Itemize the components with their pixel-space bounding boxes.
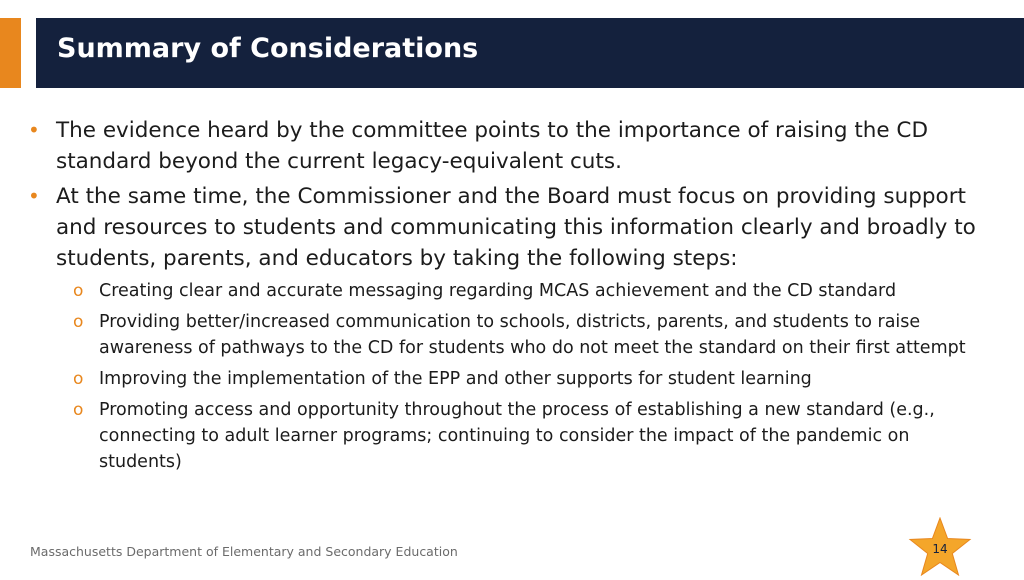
- footer-organization: Massachusetts Department of Elementary and Secondary Education: [30, 544, 458, 559]
- sub-bullet-item: [28, 278, 988, 304]
- bullet-marker: •: [28, 118, 40, 142]
- slide-title: Summary of Considerations: [57, 33, 479, 64]
- bullet-item: [28, 181, 988, 274]
- page-number-star: [908, 517, 972, 576]
- bullet-text: At the same time, the Commissioner and the Board must focus on providing support and resources to students and communicating this information clearly and broadly to students, parents, and educators by taking the following steps:: [56, 184, 976, 271]
- slide-content: [28, 115, 988, 480]
- sub-bullet-item: [28, 366, 988, 392]
- sub-bullet-item: [28, 397, 988, 475]
- sub-bullet-marker: o: [73, 400, 84, 420]
- sub-bullet-text: Creating clear and accurate messaging regarding MCAS achievement and the CD standard: [99, 281, 897, 301]
- sub-bullet-text: Improving the implementation of the EPP and other supports for student learning: [99, 369, 812, 389]
- sub-bullet-marker: o: [73, 369, 84, 389]
- page-number: 14: [932, 542, 948, 556]
- sub-bullet-item: [28, 309, 988, 361]
- sub-bullet-text: Promoting access and opportunity throughout the process of establishing a new standard (e.g., connecting to adult learner programs; continuing to consider the impact of the pandemic on students): [99, 400, 935, 472]
- sub-bullet-marker: o: [73, 312, 84, 332]
- title-bar: [36, 18, 1024, 88]
- sub-bullet-text: Providing better/increased communication to schools, districts, parents, and students to raise awareness of pathways to the CD for students who do not meet the standard on their first attempt: [99, 312, 966, 358]
- bullet-text: The evidence heard by the committee points to the importance of raising the CD standard beyond the current legacy-equivalent cuts.: [56, 118, 928, 174]
- bullet-marker: •: [28, 184, 40, 208]
- sub-bullet-marker: o: [73, 281, 84, 301]
- title-accent-bar: [0, 18, 21, 88]
- bullet-item: [28, 115, 988, 177]
